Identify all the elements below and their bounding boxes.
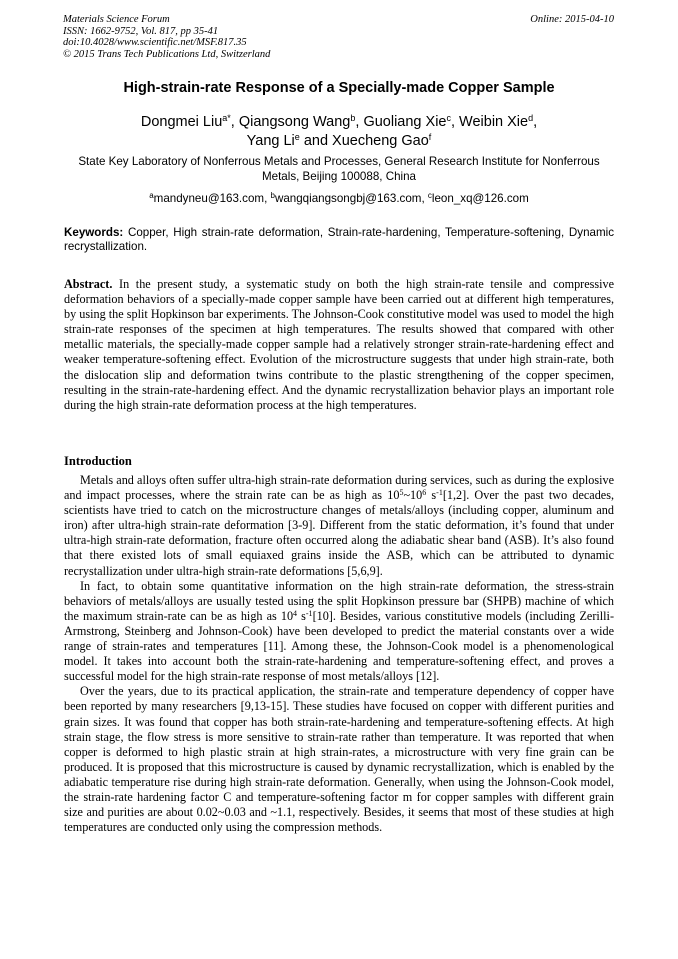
author-name: Guoliang Xie (363, 114, 447, 130)
text-run: [10]. Besides, various constitutive models (including Zerilli-Armstrong, Steinberg and Johnson-Cook) have been developed to predict the material constants over a wide range of strain-rates and temperatures [11]. Among these, the Johnson-Cook model is a phenomenological model. It takes into account both the strain-rate-hardening and temperature-softening effect, and proves a successful model for the high strain-rate response of most metals/alloys [12]. (64, 608, 614, 684)
text-run: [1,2]. Over the past two decades, scientists have tried to catch on the microstructure changes of metals/alloys (including copper, aluminum and iron) after ultra-high strain-rate deformation [3-9]. Different from the static deformation, it’s found that under ultra-high strain-rate deformation, fracture often occurred along the adiabatic shear band (ASB). It’s also found that there existed lots of small equiaxed grains inside the ASB, which can be attributed to dynamic recrystallization under ultra-high strain-rate deformations [5,6,9]. (64, 488, 614, 578)
abstract (64, 277, 614, 413)
superscript: 5 (399, 488, 404, 498)
journal-copyright: © 2015 Trans Tech Publications Ltd, Switzerland (63, 48, 271, 60)
paragraph (64, 473, 614, 579)
journal-doi: doi:10.4028/www.scientific.net/MSF.817.35 (63, 37, 247, 48)
abstract-label: Abstract. (64, 277, 113, 291)
online-date: Online: 2015-04-10 (530, 14, 614, 25)
author-name: Qiangsong Wang (238, 114, 351, 130)
author-list: Dongmei Liu$^{a*}$, Qiangsong Wang$^b$, Guoliang Xie$^c$, Weibin Xie$^d$, Yang Li$^e$ and Xuecheng Gao$^f$ (140, 113, 538, 149)
keywords-label: Keywords: (64, 226, 124, 239)
author-name: Xuecheng Gao (332, 133, 429, 149)
email-sup: c (427, 191, 432, 200)
superscript: 4 (293, 608, 298, 618)
paragraph: Over the years, due to its practical application, the strain-rate and temperature dependency of copper have been reported by many researchers [9,13-15]. These studies have focused on copper with different purities and grain sizes. It was found that copper has both strain-rate-hardening and temperature-softening effects. At high strain stage, the flow stress is more sensitive to strain-rate rather than temperature. It was reported that when copper is deformed to high plastic strain at high strain-rates, a microstructure with very fine grain can be produced. It is proposed that this microstructure is caused by dynamic recrystallization, which is enabled by the adiabatic temperature rise during high strain-rate deformation. Generally, when using the Johnson-Cook model, the strain-rate hardening factor C and temperature-softening factor m for copper samples with different grain size and purities are about 0.02~0.03 and ~1.1, respectively. Besides, it seems that most of these studies at high temperatures are conducted only using the compression methods. (64, 684, 614, 835)
keywords (64, 226, 614, 254)
author-sup: c (446, 113, 451, 123)
text-run: ~10 (403, 488, 423, 503)
journal-issn: ISSN: 1662-9752, Vol. 817, pp 35-41 (63, 25, 219, 37)
text-run: In fact, to obtain some quantitative information on the high strain-rate deformation, the stress-strain behaviors of metals/alloys are usually tested using the split Hopkinson pressure bar (SHPB) machine of which the maximum strain-rate can be as high as 10 (64, 578, 614, 623)
author-name: Dongmei Liu (140, 114, 223, 130)
journal-name: Materials Science Forum (63, 14, 170, 25)
author-sup: e (294, 132, 300, 142)
affiliation: State Key Laboratory of Nonferrous Metals and Processes, General Research Institute for Nonferrous Metals, Beijing 100088, China (78, 155, 600, 183)
abstract-text: In the present study, a systematic study on both the high strain-rate tensile and compressive deformation behaviors of a specially-made copper sample have been carried out at different high temperatures, by using the split Hopkinson bar experiments. The Johnson-Cook constitutive model was used to model the high strain-rate responses of the specimen at high temperatures. The results showed that compared with other metallic materials, the specially-made copper sample had a relatively stronger strain-rate-hardening effect and weaker temperature-softening effect. Evolution of the microstructure suggests that under high strain-rate, both the dislocation slip and deformation twins contribute to the plastic strengthening of the copper specimen, resulting in the strain-rate-hardening effect. And the dynamic recrystallization behavior plays an important role during the high strain-rate deformation process at the high temperatures. (64, 277, 614, 412)
author-sup: f (428, 132, 432, 142)
author-sup: b (350, 113, 356, 123)
email-sup: b (270, 191, 275, 200)
author-sup: d (528, 113, 534, 123)
author-name: Weibin Xie (459, 114, 529, 130)
email-address: wangqiangsongbj@163.com (274, 192, 422, 205)
email-address: leon_xq@126.com (431, 192, 529, 205)
paragraph (64, 579, 614, 685)
email-line: $^a$mandyneu@163.com, $^b$wangqiangsongbj@163.com, $^c$leon_xq@126.com (149, 191, 529, 205)
introduction-body (64, 473, 614, 835)
superscript: 6 (422, 488, 427, 498)
journal-header (63, 14, 270, 60)
email-address: mandyneu@163.com (153, 192, 265, 205)
author-sup: a* (222, 113, 231, 123)
email-sup: a (149, 191, 154, 200)
text-run: s (297, 608, 306, 623)
text-run: Metals and alloys often suffer ultra-high strain-rate deformation during services, such as during the explosive and impact processes, where the strain rate can be as high as 10 (64, 473, 614, 503)
author-name: Yang Li (246, 133, 295, 149)
keywords-text: Copper, High strain-rate deformation, Strain-rate-hardening, Temperature-softening, Dynamic recrystallization. (64, 226, 614, 253)
section-heading: Introduction (64, 454, 132, 468)
superscript: -1 (436, 488, 443, 498)
paper-title: High-strain-rate Response of a Specially-made Copper Sample (123, 80, 555, 96)
superscript: -1 (305, 608, 313, 618)
text-run: s (426, 488, 437, 503)
